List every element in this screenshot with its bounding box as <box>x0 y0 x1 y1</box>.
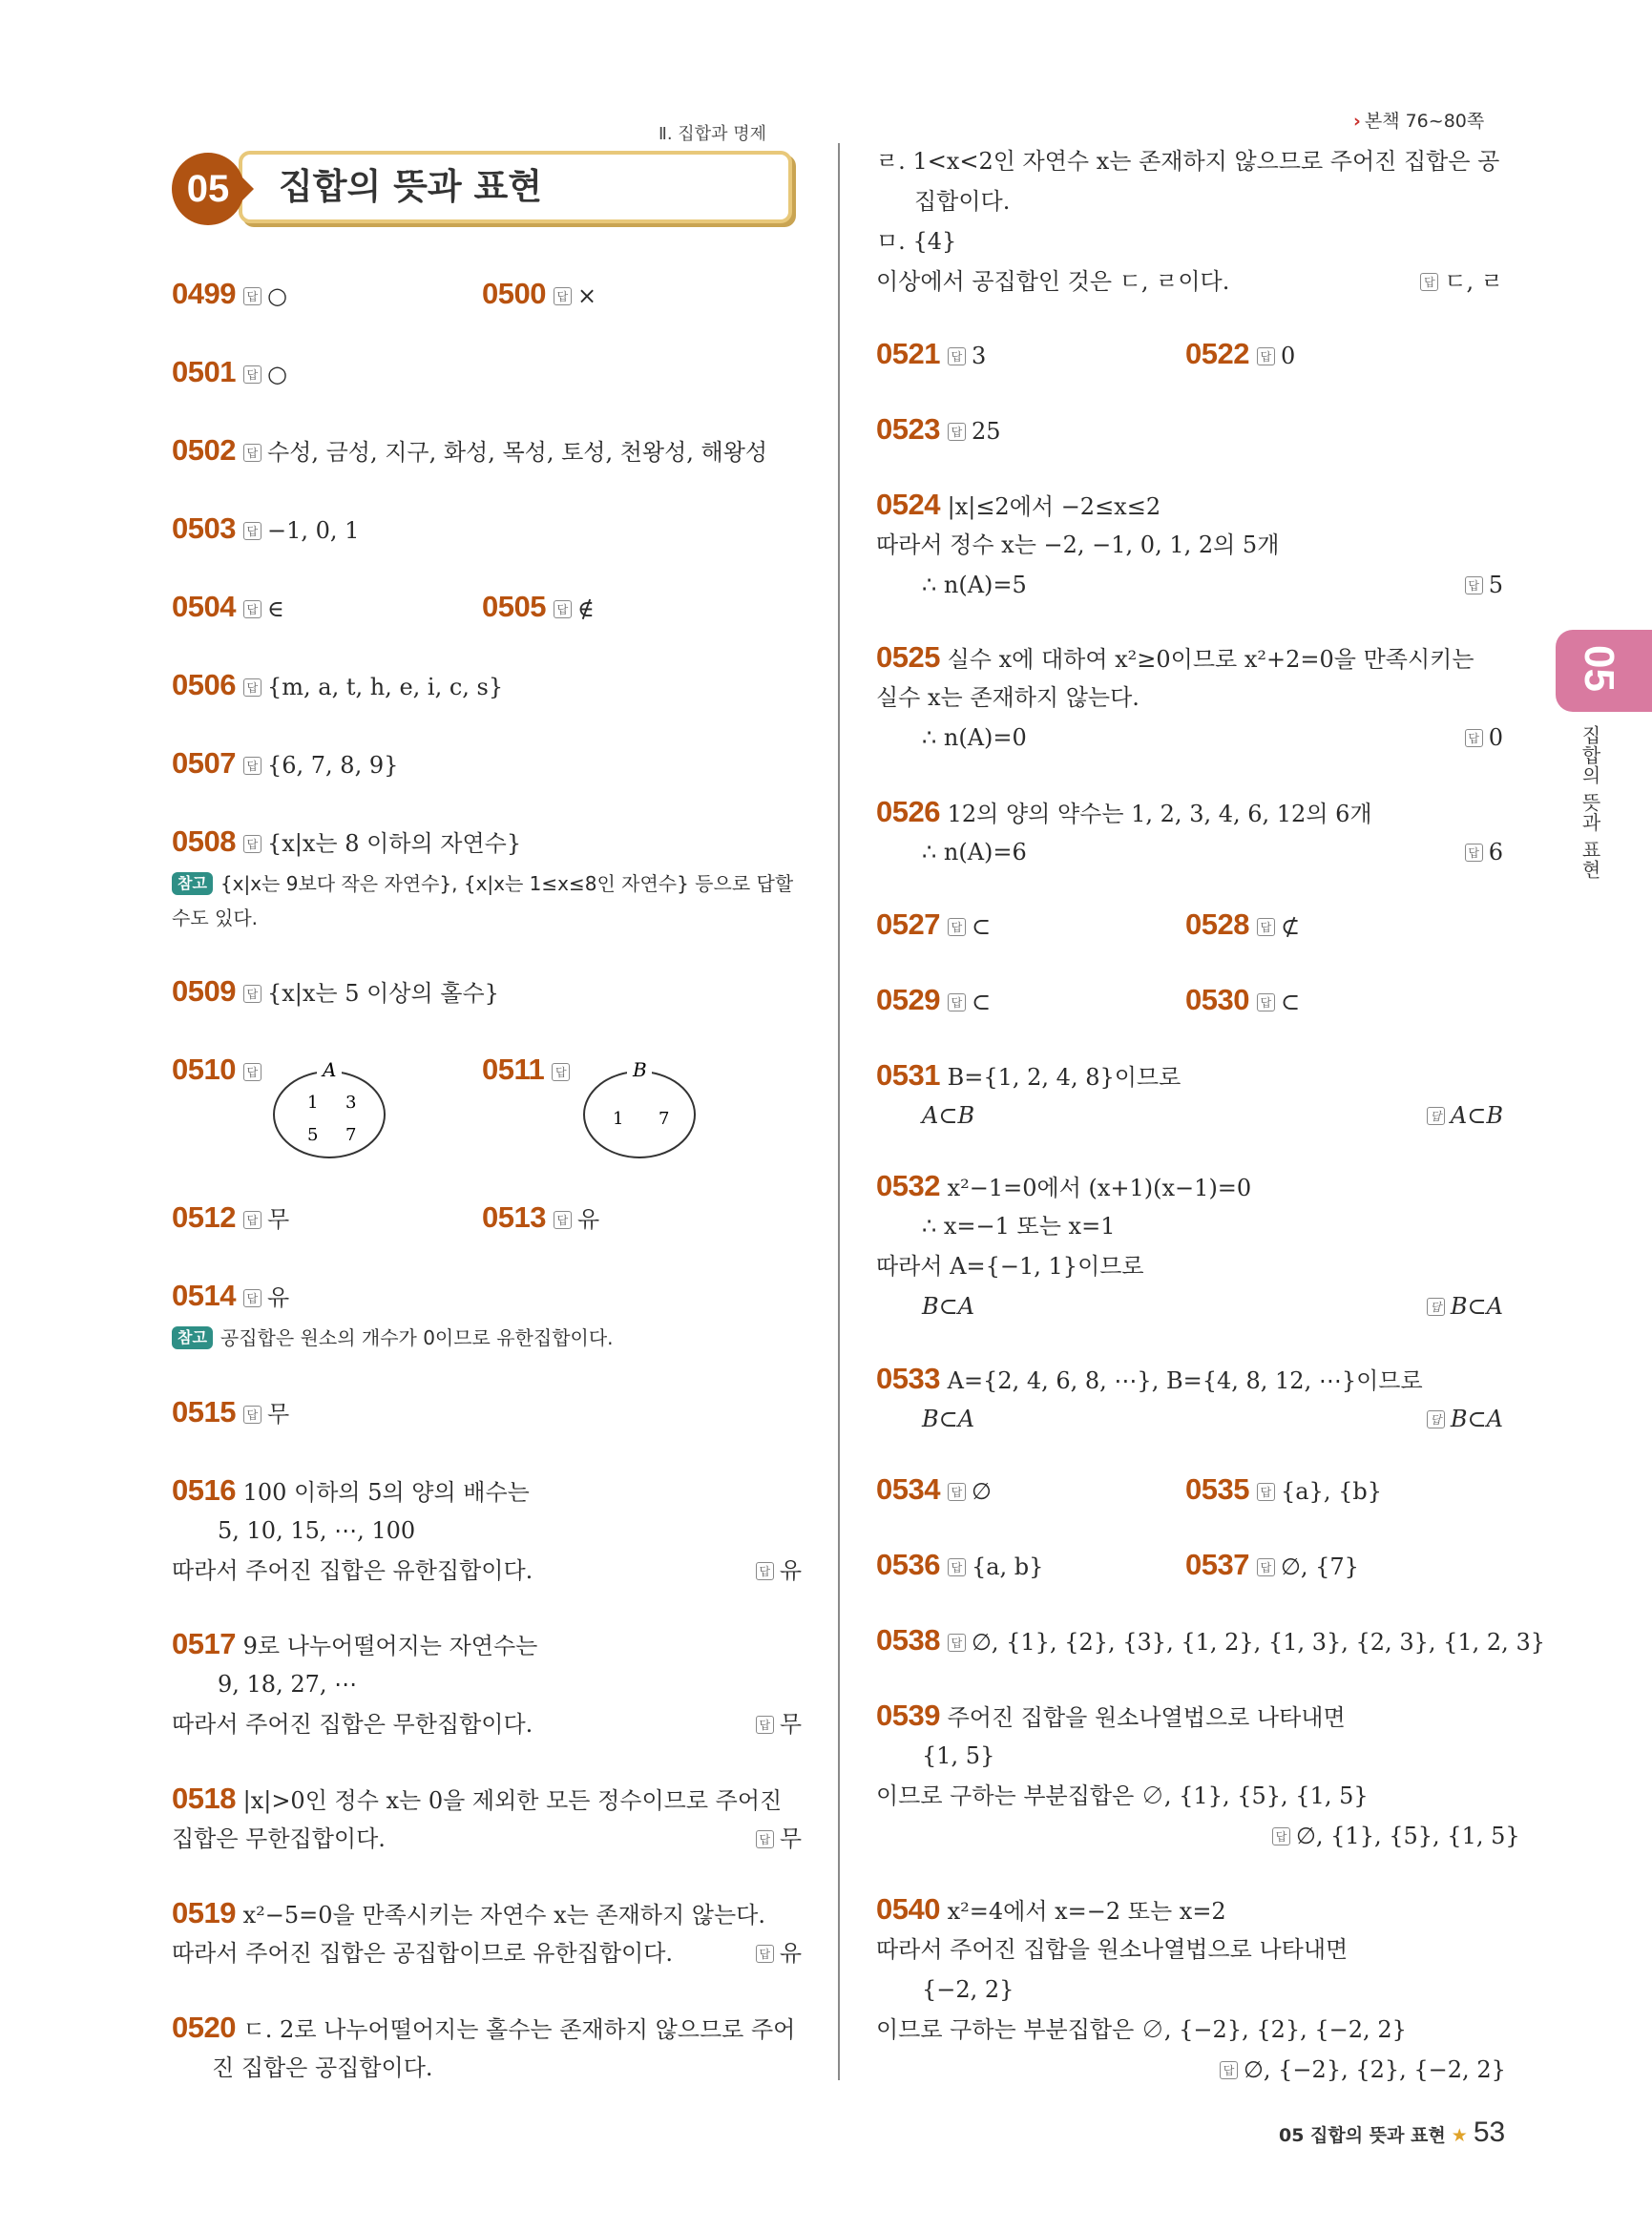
problem-number: 0530 <box>1185 983 1249 1016</box>
answer-text: ⊂ <box>1280 989 1301 1015</box>
final-answer <box>1393 1286 1503 1326</box>
note-text: {x|x는 9보다 작은 자연수}, {x|x는 1≤x≤8인 자연수} 등으로 답할 <box>220 872 794 895</box>
answer-entry <box>1185 980 1300 1022</box>
reference-pages <box>1353 107 1484 133</box>
reference-pages-label: 본책 76~80쪽 <box>1364 111 1485 132</box>
answer-entry <box>172 665 503 707</box>
answer-text: {6, 7, 8, 9} <box>266 752 399 779</box>
final-answer <box>1212 2050 1506 2090</box>
problem-number: 0527 <box>876 907 940 941</box>
answer-text: ∅, {−2}, {2}, {−2, 2} <box>1244 2056 1506 2083</box>
answer-mark-icon <box>243 835 261 853</box>
answer-text: ⊂ <box>971 989 992 1015</box>
solution-line: 이상에서 공집합인 것은 ㄷ, ㄹ이다. <box>876 268 1230 295</box>
answer-mark-icon <box>243 365 261 384</box>
answer-mark-icon <box>756 1716 774 1734</box>
solution-entry <box>876 1166 1251 1208</box>
page-footer <box>1279 2116 1505 2149</box>
answer-entry <box>876 409 1001 451</box>
problem-number: 0505 <box>482 590 546 623</box>
answer-text: A⊂B <box>1450 1102 1503 1129</box>
answer-text: ㄷ, ㄹ <box>1444 268 1503 295</box>
answer-mark-icon <box>552 1063 570 1081</box>
answer-mark-icon <box>948 993 966 1011</box>
venn-set-label: A <box>323 1058 337 1081</box>
problem-number: 0539 <box>876 1699 940 1732</box>
problem-number: 0523 <box>876 412 940 446</box>
venn-element: 1 <box>613 1109 624 1129</box>
answer-text: ∉ <box>576 595 595 622</box>
problem-number: 0528 <box>1185 907 1249 941</box>
final-answer <box>1446 718 1503 758</box>
solution-line: {1, 5} <box>922 1742 995 1769</box>
answer-entry <box>482 587 595 629</box>
answer-mark-icon <box>554 1211 572 1229</box>
section-label: Ⅱ. 집합과 명제 <box>659 124 766 144</box>
answer-mark-icon <box>1427 1410 1445 1428</box>
problem-number: 0501 <box>172 355 236 388</box>
solution-line: {−2, 2} <box>922 1976 1014 2003</box>
answer-text: × <box>576 282 597 309</box>
answer-text: 25 <box>971 418 1001 445</box>
page-number: 53 <box>1473 2116 1506 2148</box>
answer-mark-icon <box>756 1562 774 1580</box>
problem-number: 0513 <box>482 1200 546 1234</box>
venn-element: 1 <box>307 1093 319 1113</box>
answer-mark-icon <box>1257 1558 1275 1576</box>
solution-entry <box>876 792 1372 834</box>
venn-diagram-a <box>267 1055 401 1170</box>
chapter-badge: 05 <box>172 153 244 225</box>
answer-text: 유 <box>266 1284 290 1311</box>
answer-entry <box>172 1198 289 1240</box>
solution-line: 실수 x에 대하여 x²≥0이므로 x²+2=0을 만족시키는 <box>947 646 1474 673</box>
answer-mark-icon <box>1465 844 1483 862</box>
answer-mark-icon <box>948 918 966 936</box>
answer-entry <box>1185 334 1295 376</box>
solution-line: 집합이다. <box>914 188 1011 215</box>
answer-mark-icon <box>1427 1107 1445 1125</box>
answer-entry <box>172 352 287 394</box>
solution-line: 진 집합은 공집합이다. <box>212 2054 433 2081</box>
solution-line: 따라서 주어진 집합은 무한집합이다. <box>172 1711 533 1738</box>
answer-text: B⊂A <box>1450 1406 1503 1432</box>
answer-mark-icon <box>756 1830 774 1848</box>
solution-line: 9로 나누어떨어지는 자연수는 <box>242 1633 538 1659</box>
answer-entry <box>172 1392 289 1434</box>
answer-entry <box>1185 1545 1359 1587</box>
problem-number: 0519 <box>172 1896 236 1929</box>
answer-mark-icon <box>1420 273 1438 291</box>
answer-text: ∅, {7} <box>1280 1553 1359 1580</box>
answer-mark-icon <box>1257 1483 1275 1501</box>
problem-number: 0514 <box>172 1279 236 1312</box>
answer-text: {x|x는 8 이하의 자연수} <box>266 830 522 857</box>
problem-number: 0503 <box>172 511 236 545</box>
answer-text: 무 <box>266 1206 290 1233</box>
final-answer <box>1393 1095 1503 1136</box>
solution-entry <box>172 1470 530 1512</box>
answer-entry <box>172 587 284 629</box>
side-tab-title: 집합의 뜻과 표현 <box>1579 725 1601 880</box>
final-answer <box>1446 832 1503 872</box>
answer-entry <box>1185 1470 1382 1512</box>
answer-text: 수성, 금성, 지구, 화성, 목성, 토성, 천왕성, 해왕성 <box>266 439 768 466</box>
answer-mark-icon <box>243 1406 261 1424</box>
answer-mark-icon <box>1257 993 1275 1011</box>
answer-entry <box>876 905 991 947</box>
reference-note <box>172 866 793 901</box>
problem-number: 0518 <box>172 1782 236 1815</box>
answer-entry <box>876 1545 1043 1587</box>
solution-line: x²−5=0을 만족시키는 자연수 x는 존재하지 않는다. <box>242 1902 765 1929</box>
answer-text: 0 <box>1488 724 1503 751</box>
answer-mark-icon <box>948 1634 966 1652</box>
answer-mark-icon <box>243 444 261 462</box>
answer-entry <box>172 430 767 472</box>
answer-text: ∅, {1}, {2}, {3}, {1, 2}, {1, 3}, {2, 3}, {1, 2, 3} <box>971 1629 1545 1656</box>
problem-number: 0524 <box>876 488 940 521</box>
solution-line: 따라서 주어진 집합은 유한집합이다. <box>172 1557 533 1584</box>
solution-entry <box>172 1779 782 1821</box>
problem-number: 0507 <box>172 746 236 780</box>
solution-line: ㅁ. {4} <box>876 228 957 255</box>
note-tag: 참고 <box>172 872 213 895</box>
solution-line: A⊂B <box>922 1102 975 1129</box>
solution-line: x²−1=0에서 (x+1)(x−1)=0 <box>947 1175 1252 1201</box>
footer-chapter: 05 집합의 뜻과 표현 <box>1279 2125 1446 2146</box>
solution-line: 실수 x는 존재하지 않는다. <box>876 684 1140 711</box>
problem-number: 0512 <box>172 1200 236 1234</box>
answer-text: {m, a, t, h, e, i, c, s} <box>266 674 504 700</box>
chevron-right-icon: › <box>1353 111 1361 132</box>
note-tag: 참고 <box>172 1326 213 1349</box>
problem-number: 0522 <box>1185 337 1249 370</box>
answer-mark-icon <box>1427 1298 1445 1316</box>
answer-text: ∅, {1}, {5}, {1, 5} <box>1296 1823 1520 1849</box>
answer-mark-icon <box>1220 2061 1238 2079</box>
solution-entry <box>876 637 1474 679</box>
problem-number: 0520 <box>172 2011 236 2044</box>
solution-entry <box>876 1055 1181 1097</box>
solution-line: |x|>0인 정수 x는 0을 제외한 모든 정수이므로 주어진 <box>242 1787 783 1814</box>
answer-mark-icon <box>948 423 966 441</box>
solution-line: 100 이하의 5의 양의 배수는 <box>242 1479 530 1506</box>
final-answer <box>1446 565 1503 605</box>
solution-entry <box>876 1889 1226 1931</box>
answer-entry <box>172 1276 289 1318</box>
solution-line: B={1, 2, 4, 8}이므로 <box>947 1064 1181 1091</box>
solution-line: 따라서 주어진 집합은 공집합이므로 유한집합이다. <box>172 1940 674 1967</box>
solution-line: ∴ x=−1 또는 x=1 <box>922 1213 1116 1240</box>
answer-entry <box>482 1198 599 1240</box>
problem-number: 0510 <box>172 1053 236 1086</box>
solution-entry <box>876 485 1161 527</box>
answer-mark-icon <box>243 678 261 697</box>
answer-mark-icon <box>948 1558 966 1576</box>
answer-text: ∈ <box>266 595 284 622</box>
problem-number: 0521 <box>876 337 940 370</box>
answer-text: {a}, {b} <box>1280 1478 1382 1505</box>
venn-element: 7 <box>345 1125 357 1145</box>
answer-entry <box>482 274 596 316</box>
answer-entry <box>172 822 521 864</box>
solution-line: x²=4에서 x=−2 또는 x=2 <box>947 1898 1226 1925</box>
answer-mark-icon <box>243 1063 261 1081</box>
problem-number: 0529 <box>876 983 940 1016</box>
star-icon: ★ <box>1451 2125 1468 2146</box>
problem-number: 0525 <box>876 640 940 674</box>
solution-line: 이므로 구하는 부분집합은 ∅, {1}, {5}, {1, 5} <box>876 1783 1369 1809</box>
solution-entry <box>172 2008 795 2050</box>
solution-entry <box>172 1893 765 1935</box>
problem-number: 0511 <box>482 1053 545 1086</box>
answer-mark-icon <box>1465 729 1483 747</box>
problem-number: 0508 <box>172 824 236 858</box>
solution-line: ∴ n(A)=6 <box>922 839 1027 865</box>
venn-set-label: B <box>633 1058 647 1081</box>
venn-element: 3 <box>345 1093 357 1113</box>
final-answer <box>744 1551 802 1591</box>
answer-mark-icon <box>756 1945 774 1963</box>
solution-line: A={2, 4, 6, 8, ⋯}, B={4, 8, 12, ⋯}이므로 <box>947 1367 1423 1394</box>
answer-mark-icon <box>1272 1827 1290 1845</box>
final-answer <box>744 1933 802 1973</box>
venn-element: 5 <box>307 1125 319 1145</box>
answer-mark-icon <box>948 1483 966 1501</box>
answer-mark-icon <box>948 347 966 365</box>
venn-element: 7 <box>659 1109 670 1129</box>
solution-line: 따라서 정수 x는 −2, −1, 0, 1, 2의 5개 <box>876 532 1280 558</box>
answer-text: {x|x는 5 이상의 홀수} <box>266 980 499 1007</box>
final-answer <box>1408 261 1503 302</box>
problem-number: 0538 <box>876 1623 940 1657</box>
answer-text: 유 <box>576 1206 600 1233</box>
solution-line: 9, 18, 27, ⋯ <box>218 1671 358 1698</box>
solution-entry <box>876 1696 1346 1738</box>
answer-text: 무 <box>779 1825 802 1852</box>
problem-number: 0532 <box>876 1169 940 1202</box>
answer-text: ∅ <box>971 1478 992 1505</box>
answer-mark-icon <box>554 287 572 305</box>
final-answer <box>1265 1816 1520 1856</box>
problem-number: 0534 <box>876 1472 940 1506</box>
problem-number: 0533 <box>876 1362 940 1395</box>
answer-mark-icon <box>1465 576 1483 594</box>
solution-line: 12의 양의 약수는 1, 2, 3, 4, 6, 12의 6개 <box>947 801 1372 827</box>
answer-entry <box>482 1050 575 1092</box>
answer-entry <box>876 1470 992 1512</box>
solution-line: B⊂A <box>922 1293 975 1320</box>
answer-text: ○ <box>266 361 287 387</box>
answer-text: {a, b} <box>971 1553 1044 1580</box>
answer-text: 0 <box>1280 343 1296 369</box>
problem-number: 0536 <box>876 1548 940 1581</box>
answer-mark-icon <box>243 600 261 618</box>
answer-text: 6 <box>1488 839 1503 865</box>
solution-line: ∴ n(A)=5 <box>922 572 1027 598</box>
solution-line: ∴ n(A)=0 <box>922 724 1027 751</box>
solution-line: 주어진 집합을 원소나열법으로 나타내면 <box>947 1704 1346 1731</box>
answer-entry <box>876 980 991 1022</box>
reference-note <box>172 1321 614 1355</box>
solution-entry <box>172 1624 537 1666</box>
answer-text: 3 <box>971 343 987 369</box>
solution-line: ㄹ. 1<x<2인 자연수 x는 존재하지 않으므로 주어진 집합은 공 <box>876 148 1500 175</box>
problem-number: 0531 <box>876 1058 940 1092</box>
solution-line: 따라서 A={−1, 1}이므로 <box>876 1253 1144 1280</box>
answer-mark-icon <box>1257 918 1275 936</box>
problem-number: 0500 <box>482 277 546 310</box>
note-text-cont: 수도 있다. <box>172 907 258 929</box>
answer-text: ○ <box>266 282 287 309</box>
answer-text: 무 <box>779 1711 802 1738</box>
answer-text: 무 <box>266 1401 290 1428</box>
answer-entry <box>876 1620 1545 1662</box>
problem-number: 0540 <box>876 1892 940 1926</box>
column-divider <box>838 143 840 2080</box>
answer-entry <box>172 509 359 551</box>
solution-entry <box>876 1359 1423 1401</box>
problem-number: 0509 <box>172 974 236 1008</box>
note-text: 공집합은 원소의 개수가 0이므로 유한집합이다. <box>220 1326 614 1349</box>
problem-number: 0499 <box>172 277 236 310</box>
answer-mark-icon <box>243 757 261 775</box>
problem-number: 0516 <box>172 1473 236 1507</box>
answer-text: 5 <box>1488 572 1503 598</box>
solution-line: B⊂A <box>922 1406 975 1432</box>
venn-diagram-b <box>577 1055 711 1170</box>
problem-number: 0504 <box>172 590 236 623</box>
problem-number: 0506 <box>172 668 236 701</box>
solution-line: |x|≤2에서 −2≤x≤2 <box>947 493 1161 520</box>
problem-number: 0535 <box>1185 1472 1249 1506</box>
answer-mark-icon <box>243 287 261 305</box>
answer-entry <box>172 971 499 1013</box>
answer-text: B⊂A <box>1450 1293 1503 1320</box>
answer-entry <box>172 274 287 316</box>
problem-number: 0515 <box>172 1395 236 1428</box>
problem-number: 0517 <box>172 1627 236 1660</box>
answer-text: ⊄ <box>1280 913 1301 940</box>
solution-line: ㄷ. 2로 나누어떨어지는 홀수는 존재하지 않으므로 주어 <box>242 2016 796 2043</box>
answer-mark-icon <box>243 985 261 1003</box>
solution-line: 따라서 주어진 집합을 원소나열법으로 나타내면 <box>876 1936 1349 1963</box>
side-tab-number: 05 <box>1576 645 1622 692</box>
answer-mark-icon <box>1257 347 1275 365</box>
solution-line: 5, 10, 15, ⋯, 100 <box>218 1517 416 1544</box>
solution-line: 이므로 구하는 부분집합은 ∅, {−2}, {2}, {−2, 2} <box>876 2016 1407 2043</box>
answer-text: −1, 0, 1 <box>266 517 360 544</box>
answer-text: ⊂ <box>971 913 992 940</box>
final-answer <box>744 1704 802 1744</box>
final-answer <box>744 1819 802 1859</box>
answer-entry <box>876 334 986 376</box>
problem-number: 0502 <box>172 433 236 467</box>
problem-number: 0537 <box>1185 1548 1249 1581</box>
final-answer <box>1393 1399 1503 1439</box>
problem-number: 0526 <box>876 795 940 828</box>
solution-line: 집합은 무한집합이다. <box>172 1825 386 1852</box>
answer-entry <box>172 1050 267 1092</box>
answer-mark-icon <box>243 1289 261 1307</box>
page-title: 집합의 뜻과 표현 <box>279 166 542 207</box>
answer-mark-icon <box>243 522 261 540</box>
answer-text: 유 <box>779 1557 802 1584</box>
answer-entry <box>1185 905 1300 947</box>
answer-mark-icon <box>554 600 572 618</box>
answer-entry <box>172 743 398 785</box>
answer-text: 유 <box>779 1940 802 1967</box>
answer-mark-icon <box>243 1211 261 1229</box>
